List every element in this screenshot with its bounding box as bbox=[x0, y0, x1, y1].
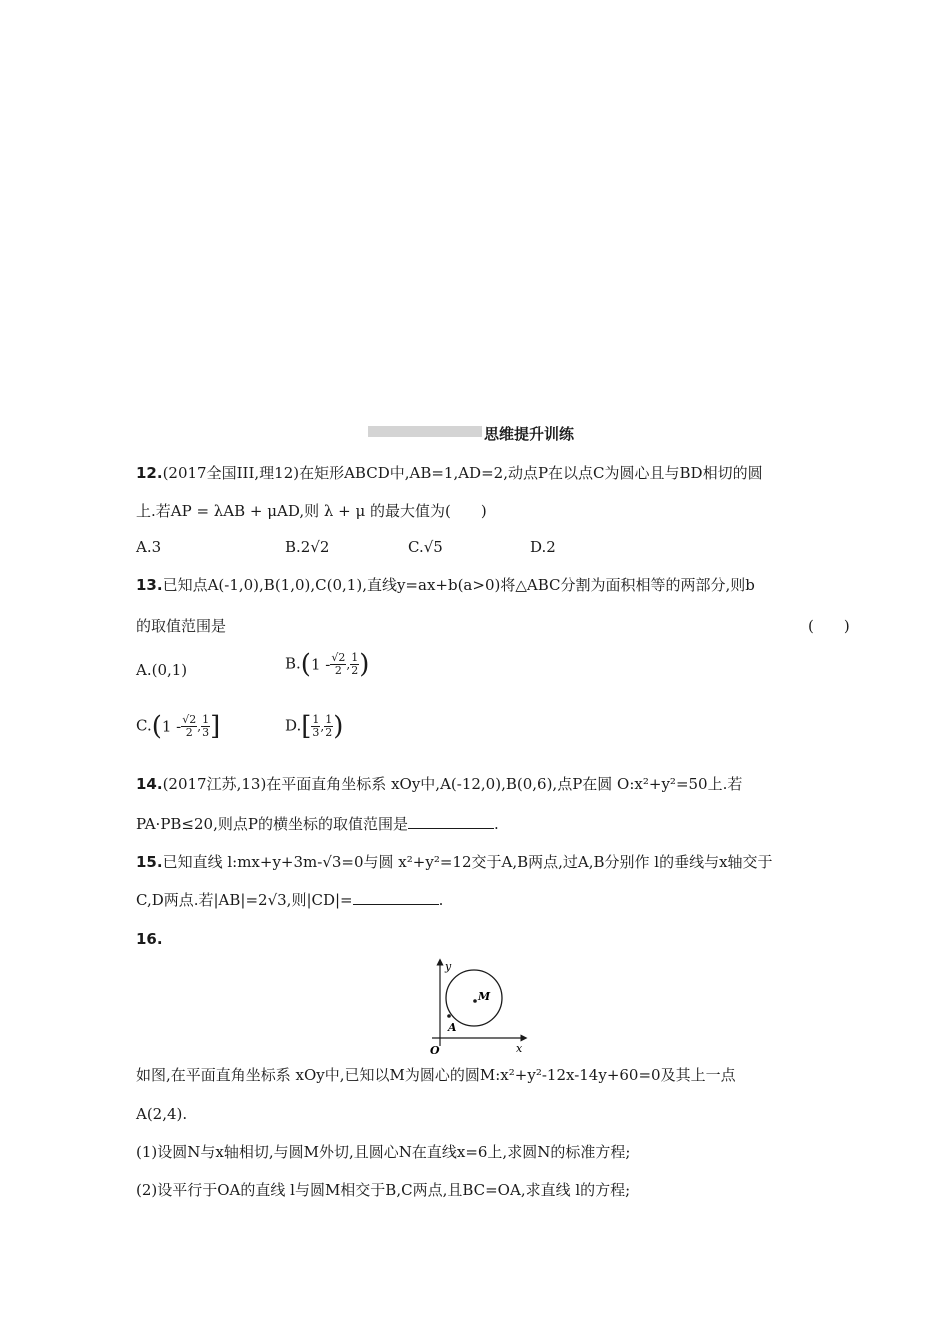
q16-line2: A(2,4). bbox=[136, 1105, 188, 1123]
q15-line1 bbox=[136, 852, 773, 872]
label-m: M bbox=[478, 990, 491, 1003]
open-paren: ( bbox=[300, 649, 311, 680]
q15-text-2: C,D两点.若|AB|=2√3,则|CD|= bbox=[136, 891, 353, 909]
open-bracket: [ bbox=[301, 711, 312, 742]
label-o: O bbox=[430, 1044, 440, 1057]
q16-part2: (2)设平行于OA的直线 l与圆M相交于B,C两点,且BC=OA,求直线 l的方程; bbox=[136, 1181, 631, 1199]
q14-answer-blank[interactable] bbox=[408, 814, 494, 829]
point-a bbox=[447, 1014, 451, 1018]
close-bracket: ] bbox=[210, 711, 221, 742]
q16-number: 16. bbox=[136, 930, 163, 948]
q16-line1: 如图,在平面直角坐标系 xOy中,已知以M为圆心的圆M:x²+y²-12x-14y+60=0及其上一点 bbox=[136, 1066, 736, 1084]
frac-one-third: $\frac{1}{3}$ bbox=[202, 713, 210, 739]
q15-line2: C,D两点.若|AB|=2√3,则|CD|= . bbox=[136, 891, 444, 909]
q12-line2: 上.若AP = λAB + μAD,则 λ + μ 的最大值为( ) bbox=[136, 502, 487, 520]
q13-option-c: C.(1 - $\frac{√2}{2}$ , $\frac{1}{3}$ ] bbox=[136, 711, 221, 742]
q13-option-a: A.(0,1) bbox=[136, 661, 188, 679]
frac-sqrt2-over-2: $\frac{√2}{2}$ bbox=[331, 651, 346, 677]
q12-text-1: (2017全国III,理12)在矩形ABCD中,AB=1,AD=2,动点P在以点C为圆心且与BD相切的圆 bbox=[162, 464, 763, 482]
q13-option-d-label: D. bbox=[285, 716, 302, 735]
q13-option-b: B.(1 - $\frac{√2}{2}$ , $\frac{1}{2}$ ) bbox=[285, 649, 370, 680]
q13-option-d: D.[ $\frac{1}{3}$ , $\frac{1}{2}$ ) bbox=[285, 711, 344, 742]
q12-option-c: C.√5 bbox=[408, 538, 443, 556]
q14-line1 bbox=[136, 774, 742, 794]
label-x: x bbox=[516, 1042, 523, 1055]
label-a: A bbox=[448, 1021, 457, 1034]
section-title-bar bbox=[368, 426, 482, 437]
section-title: 思维提升训练 bbox=[484, 425, 575, 443]
q14-text-2: PA·PB≤20,则点P的横坐标的取值范围是 bbox=[136, 815, 408, 833]
q13-line1 bbox=[136, 575, 755, 595]
q12-number: 12. bbox=[136, 464, 163, 482]
q16-figure bbox=[420, 958, 532, 1058]
q13-number: 13. bbox=[136, 576, 163, 594]
q16-part1: (1)设圆N与x轴相切,与圆M外切,且圆心N在直线x=6上,求圆N的标准方程; bbox=[136, 1143, 631, 1161]
q13-paren: ( ) bbox=[808, 617, 850, 635]
q12-option-a: A.3 bbox=[136, 538, 162, 556]
q14-line2: PA·PB≤20,则点P的横坐标的取值范围是 . bbox=[136, 815, 499, 833]
frac-one-third: $\frac{1}{3}$ bbox=[312, 713, 320, 739]
label-y: y bbox=[445, 960, 452, 973]
q13-line2: 的取值范围是 bbox=[136, 617, 227, 635]
q15-answer-blank[interactable] bbox=[353, 890, 439, 905]
q12-line1 bbox=[136, 463, 763, 483]
q15-text-1: 已知直线 l:mx+y+3m-√3=0与圆 x²+y²=12交于A,B两点,过A,B分别作 l的垂线与x轴交于 bbox=[162, 853, 773, 871]
q13-text-1: 已知点A(-1,0),B(1,0),C(0,1),直线y=ax+b(a>0)将△ABC分割为面积相等的两部分,则b bbox=[162, 576, 755, 594]
q12-option-b: B.2√2 bbox=[285, 538, 330, 556]
q13-option-c-label: C. bbox=[136, 716, 152, 735]
q13-option-b-label: B. bbox=[285, 654, 301, 673]
frac-one-half: $\frac{1}{2}$ bbox=[325, 713, 333, 739]
one-minus: 1 - bbox=[310, 655, 331, 674]
center-point bbox=[473, 999, 477, 1003]
open-paren: ( bbox=[151, 711, 162, 742]
close-paren: ) bbox=[333, 711, 344, 742]
q15-number: 15. bbox=[136, 853, 163, 871]
q12-option-d: D.2 bbox=[530, 538, 556, 556]
q14-number: 14. bbox=[136, 775, 163, 793]
frac-one-half: $\frac{1}{2}$ bbox=[351, 651, 359, 677]
frac-sqrt2-over-2: $\frac{√2}{2}$ bbox=[182, 713, 197, 739]
q14-text-1: (2017江苏,13)在平面直角坐标系 xOy中,A(-12,0),B(0,6),点P在圆 O:x²+y²=50上.若 bbox=[162, 775, 743, 793]
close-paren: ) bbox=[359, 649, 370, 680]
one-minus: 1 - bbox=[161, 717, 182, 736]
circle-m bbox=[446, 970, 502, 1026]
